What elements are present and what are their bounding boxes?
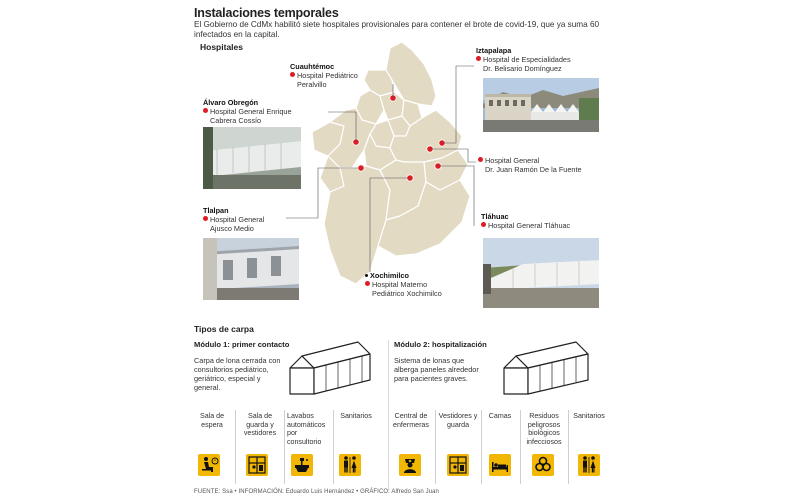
feature-divider xyxy=(481,410,482,484)
sink-icon xyxy=(291,454,313,476)
hospital-label-alvaro-obregon xyxy=(203,99,292,125)
photo-tlalpan xyxy=(203,238,299,300)
hospital-name-line2: Cabrera Cossío xyxy=(210,115,262,125)
hospital-label-juan-ramon xyxy=(478,157,582,175)
hospital-name-line2: Dr. Belisario Domínguez xyxy=(483,63,562,73)
hospital-name-line2: Peralvillo xyxy=(297,79,327,89)
marker-juan-ramon xyxy=(427,146,433,152)
source-footer: FUENTE: Ssa • INFORMACIÓN: Eduardo Luis Hernández • GRÁFICO: Alfredo San Juan xyxy=(194,489,439,495)
feature-label-restrooms2: Sanitarios xyxy=(573,412,605,420)
feature-label-sinks: Lavabos automáticos por consultorio xyxy=(287,412,326,446)
feature-label-waiting-room: Sala de espera xyxy=(199,412,225,429)
borough-name: Xochimilco xyxy=(365,271,409,280)
hospital-name-line2: Dr. Juan Ramón De la Fuente xyxy=(485,164,582,174)
marker-iztapalapa xyxy=(439,140,445,146)
marker-dot-icon xyxy=(476,56,481,61)
marker-alvaro-obregon xyxy=(353,139,359,145)
feature-label-lockers2: Vestidores y guarda xyxy=(438,412,478,429)
hospital-label-xochimilco xyxy=(365,272,442,298)
photo-alvaro-obregon xyxy=(203,127,301,189)
marker-dot-icon xyxy=(290,72,295,77)
marker-dot-icon xyxy=(478,157,483,162)
biohazard-icon xyxy=(532,454,554,476)
feature-label-beds: Camas xyxy=(488,412,512,420)
feature-label-lockers: Sala de guarda y vestidores xyxy=(243,412,277,438)
hospital-name: Hospital General xyxy=(485,156,540,165)
tent-module2-drawing xyxy=(500,338,598,398)
tent-types-title: Tipos de carpa xyxy=(194,324,254,334)
page-title: Instalaciones temporales xyxy=(194,6,339,20)
hospital-name: Hospital de Especialidades xyxy=(483,54,571,64)
hospital-label-cuauhtemoc xyxy=(290,63,358,89)
photo-tlahuac xyxy=(483,238,599,308)
hospital-name: Hospital General Tláhuac xyxy=(488,220,571,230)
page-subtitle: El Gobierno de CdMx habilitó siete hospitales provisionales para contener el brote de covid-19, que ya suma 60 infectados en la capital. xyxy=(194,20,600,39)
hospital-label-tlahuac xyxy=(481,213,570,231)
waiting-room-icon xyxy=(198,454,220,476)
module2-description: Sistema de lonas que alberga paneles alrededor para pacientes graves. xyxy=(394,356,479,383)
marker-dot-icon xyxy=(203,108,208,113)
hospital-name-line2: Pediátrico Xochimilco xyxy=(372,288,442,298)
feature-label-biohazard: Residuos peligrosos biológicos infecciosos xyxy=(526,412,562,446)
marker-xochimilco xyxy=(407,175,413,181)
hospital-name: Hospital Pediátrico xyxy=(297,70,358,80)
borough-name: Tlalpan xyxy=(203,206,229,215)
hospital-name: Hospital Materno xyxy=(372,279,428,289)
lockers2-icon xyxy=(447,454,469,476)
hospitals-section-title: Hospitales xyxy=(200,42,243,52)
marker-dot-icon xyxy=(203,216,208,221)
tent-module1-drawing xyxy=(286,338,382,398)
feature-label-nurses-station: Central de enfermeras xyxy=(393,412,429,429)
hospital-name: Hospital General Enrique xyxy=(210,106,292,116)
hospital-label-tlalpan xyxy=(203,207,264,233)
feature-label-restrooms: Sanitarios xyxy=(340,412,372,420)
borough-name: Tláhuac xyxy=(481,212,509,221)
feature-divider xyxy=(568,410,569,484)
hospital-name-line2: Ajusco Medio xyxy=(210,223,254,233)
feature-divider xyxy=(235,410,236,484)
marker-dot-icon xyxy=(365,281,370,286)
bed-icon xyxy=(489,454,511,476)
module1-title: Módulo 1: primer contacto xyxy=(194,340,290,349)
restroom2-icon xyxy=(578,454,600,476)
marker-tlalpan xyxy=(358,165,364,171)
borough-name: Cuauhtémoc xyxy=(290,62,335,71)
nurse-icon xyxy=(399,454,421,476)
marker-cuauhtemoc xyxy=(390,95,396,101)
hospital-name: Hospital General xyxy=(210,214,265,224)
hospital-label-iztapalapa xyxy=(476,47,571,73)
marker-small-icon xyxy=(365,274,368,277)
module1-description: Carpa de lona cerrada con consultorios pediátrico, geriátrico, especial y general. xyxy=(194,356,281,392)
marker-dot-icon xyxy=(481,222,486,227)
module2-title: Módulo 2: hospitalización xyxy=(394,340,487,349)
feature-divider xyxy=(333,410,334,484)
marker-tlahuac xyxy=(435,163,441,169)
photo-iztapalapa xyxy=(483,78,599,132)
borough-name: Iztapalapa xyxy=(476,46,512,55)
lockers-icon xyxy=(246,454,268,476)
borough-name: Álvaro Obregón xyxy=(203,98,259,107)
restroom-icon xyxy=(339,454,361,476)
